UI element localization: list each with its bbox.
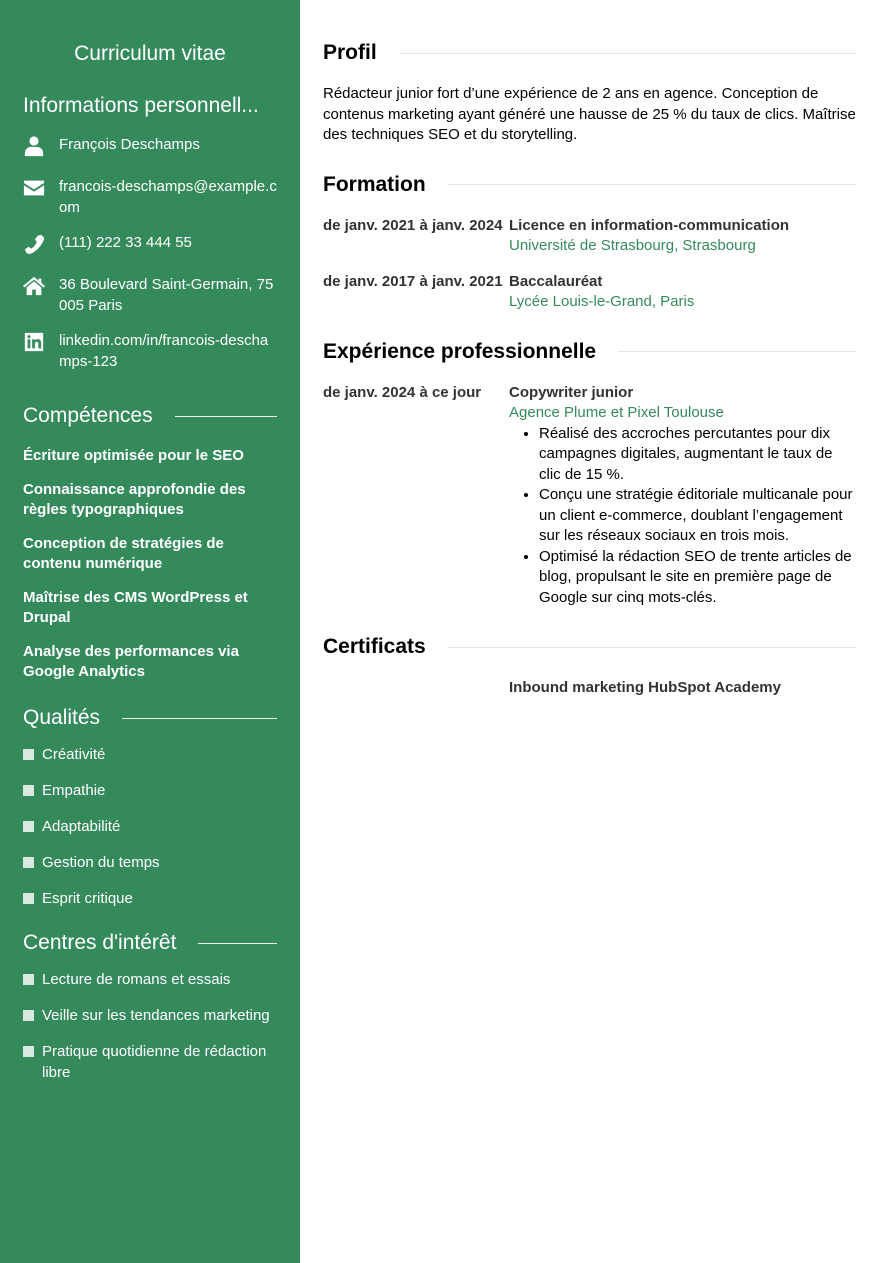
achievement-item: • Réalisé des accroches percutantes pour dix campagnes digitales, augmentant le taux de clic de 15 %. <box>539 424 856 486</box>
education-entry <box>323 272 856 313</box>
quality-item <box>23 780 277 801</box>
personal-info-heading <box>23 92 277 120</box>
quality-text: Esprit critique <box>42 890 133 907</box>
envelope-icon <box>23 176 59 218</box>
divider <box>198 943 277 944</box>
quality-item <box>23 852 277 873</box>
square-bullet-icon <box>23 821 34 832</box>
quality-item <box>23 816 277 837</box>
quality-text: Créativité <box>42 746 106 763</box>
quality-text: Adaptabilité <box>42 818 121 835</box>
certificates-heading-text: Certificats <box>323 635 426 658</box>
contact-phone-text: (111) 222 33 444 55 <box>59 234 192 251</box>
profile-heading <box>323 39 856 67</box>
linkedin-icon <box>23 330 59 372</box>
interest-text: Pratique quotidienne de rédaction libre <box>42 1043 267 1081</box>
divider <box>122 718 277 719</box>
quality-text: Empathie <box>42 782 106 799</box>
divider <box>175 416 277 417</box>
user-icon <box>23 134 59 162</box>
interest-item <box>23 969 277 990</box>
entry-date: de janv. 2017 à janv. 2021 <box>323 272 503 290</box>
square-bullet-icon <box>23 1046 34 1057</box>
skill-item: Connaissance approfondie des règles typographiques <box>23 481 246 518</box>
phone-icon <box>23 232 59 260</box>
skills-list <box>23 446 277 682</box>
education-heading <box>323 171 856 199</box>
divider <box>399 53 856 54</box>
divider <box>448 647 856 648</box>
entry-org: Lycée Louis-le-Grand, Paris <box>509 293 695 310</box>
skill-item: Écriture optimisée pour le SEO <box>23 447 244 464</box>
square-bullet-icon <box>23 857 34 868</box>
interest-text: Veille sur les tendances marketing <box>42 1007 270 1024</box>
home-icon <box>23 274 59 316</box>
contact-email-text[interactable]: francois-deschamps@example.com <box>59 178 277 216</box>
interest-item <box>23 1005 277 1026</box>
education-heading-text: Formation <box>323 172 426 196</box>
experience-heading <box>323 338 856 366</box>
cv-title: Curriculum vitae <box>74 42 226 65</box>
qualities-list <box>23 744 277 909</box>
skills-heading-text: Compétences <box>23 404 153 427</box>
experience-entry <box>323 383 856 609</box>
contact-linkedin-text[interactable]: linkedin.com/in/francois-deschamps-123 <box>59 332 269 370</box>
entry-title: Baccalauréat <box>509 272 603 290</box>
entry-title: Copywriter junior <box>509 383 634 401</box>
entry-title: Licence en information-communication <box>509 216 790 234</box>
divider <box>448 184 856 185</box>
square-bullet-icon <box>23 749 34 760</box>
entry-org: Agence Plume et Pixel Toulouse <box>509 404 724 421</box>
quality-item <box>23 888 277 909</box>
skill-item: Analyse des performances via Google Analytics <box>23 643 239 680</box>
interests-heading-text: Centres d'intérêt <box>23 931 177 954</box>
square-bullet-icon <box>23 974 34 985</box>
interests-list <box>23 969 277 1083</box>
contact-name-text: François Deschamps <box>59 136 200 153</box>
quality-item <box>23 744 277 765</box>
contact-name <box>23 134 277 162</box>
skill-item: Maîtrise des CMS WordPress et Drupal <box>23 589 248 626</box>
interest-text: Lecture de romans et essais <box>42 971 231 988</box>
achievements-list <box>539 424 856 609</box>
contact-email <box>23 176 277 218</box>
contact-address-text: 36 Boulevard Saint-Germain, 75005 Paris <box>59 276 274 314</box>
achievement-item: • Conçu une stratégie éditoriale multicanale pour un client e-commerce, doublant l’engagement sur les réseaux sociaux en trois mois. <box>539 485 856 547</box>
contact-phone <box>23 232 277 260</box>
skills-heading <box>23 402 277 430</box>
square-bullet-icon <box>23 785 34 796</box>
entry-org: Université de Strasbourg, Strasbourg <box>509 237 756 254</box>
profile-text: Rédacteur junior fort d’une expérience de 2 ans en agence. Conception de contenus marketing ayant généré une hausse de 25 % du taux de clics. Maîtrise des techniques SEO et du storytelling. <box>323 85 856 143</box>
main-content <box>323 0 856 699</box>
education-entry <box>323 216 856 257</box>
interests-heading <box>23 929 277 957</box>
quality-text: Gestion du temps <box>42 854 160 871</box>
qualities-heading-text: Qualités <box>23 706 101 729</box>
sidebar <box>0 0 300 1263</box>
entry-title: Inbound marketing HubSpot Academy <box>509 679 781 696</box>
square-bullet-icon <box>23 1010 34 1021</box>
certificates-heading <box>323 633 856 661</box>
contact-address <box>23 274 277 316</box>
entry-date: de janv. 2021 à janv. 2024 <box>323 216 503 234</box>
experience-heading-text: Expérience professionnelle <box>323 339 597 363</box>
entry-date <box>323 678 509 699</box>
entry-date: de janv. 2024 à ce jour <box>323 383 482 401</box>
skill-item: Conception de stratégies de contenu numérique <box>23 535 224 572</box>
divider <box>618 351 856 352</box>
interest-item <box>23 1041 277 1083</box>
achievement-item: • Optimisé la rédaction SEO de trente articles de blog, propulsant le site en première page de Google sur cinq mots-clés. <box>539 547 856 609</box>
profile-heading-text: Profil <box>323 41 377 64</box>
square-bullet-icon <box>23 893 34 904</box>
contact-linkedin <box>23 330 277 372</box>
personal-info-heading-text: Informations personnell... <box>23 94 259 117</box>
certificate-entry <box>323 678 856 699</box>
qualities-heading <box>23 704 277 732</box>
